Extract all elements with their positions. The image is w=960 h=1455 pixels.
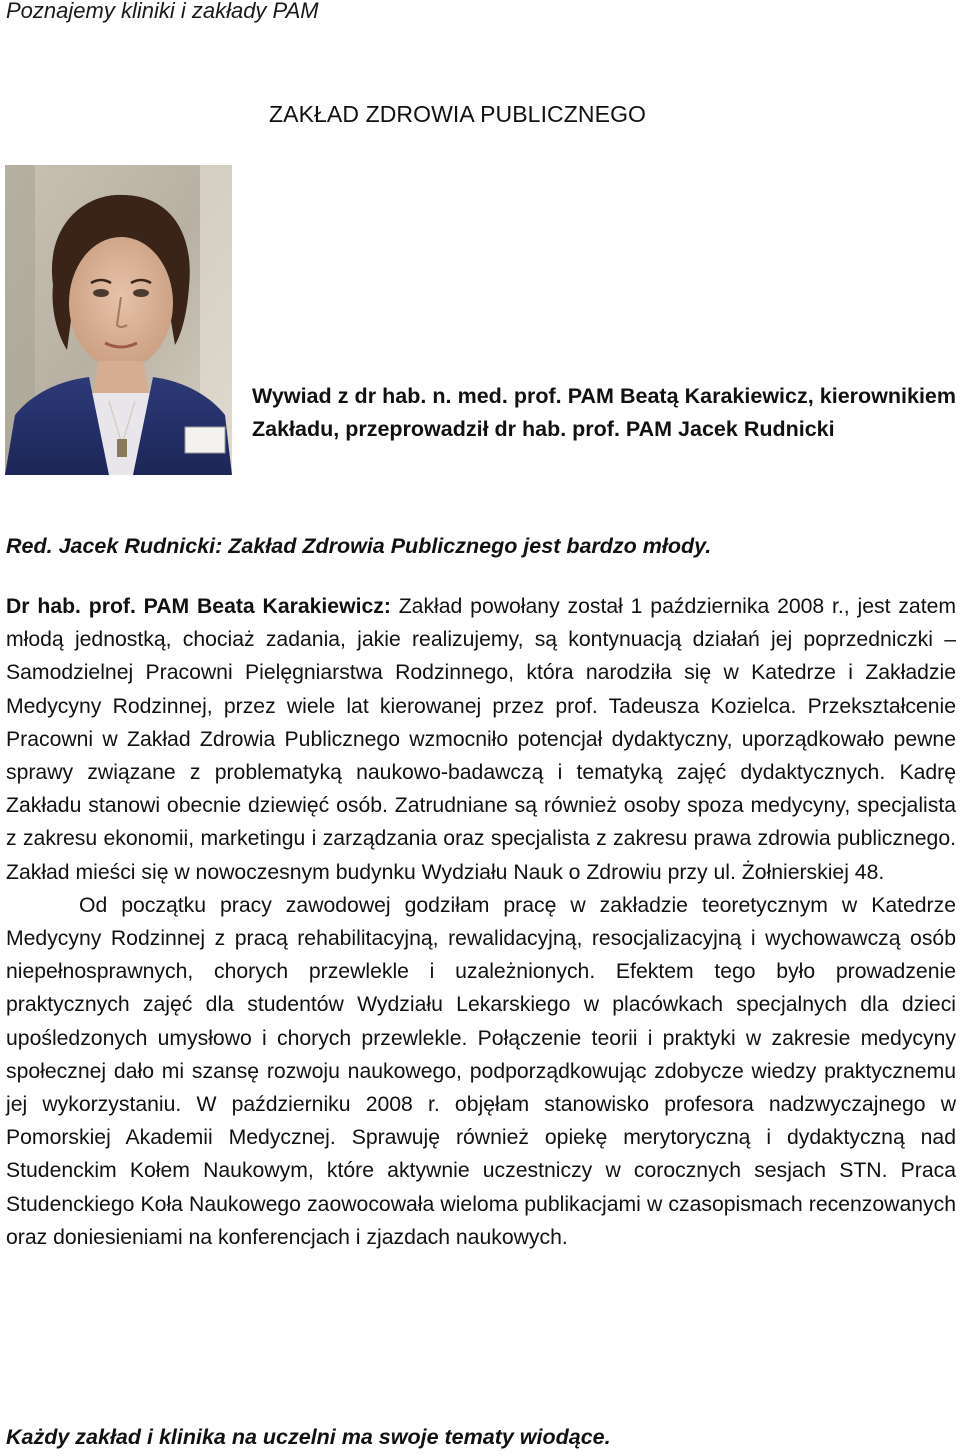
interview-intro: Wywiad z dr hab. n. med. prof. PAM Beatą Karakiewicz, kierownikiem Zakładu, przeprowadził dr hab. prof. PAM Jacek Rudnicki: [252, 384, 956, 441]
answer-paragraph-2: Od początku pracy zawodowej godziłam pracę w zakładzie teoretycznym w Katedrze Medycyny Rodzinnej z pracą rehabilitacyjną, rewalidacyjną, resocjalizacyjną i wychowawczą osób niepełnosprawnych, chorych przewlekle i uzależnionych. Efektem tego było prowadzenie praktycznych zajęć dla studentów Wydziału Lekarskiego w placówkach specjalnych dla dzieci upośledzonych umysłowo i chorych przewlekle. Połączenie teorii i praktyki w zakresie medycyny społecznej dało mi szansę rozwoju naukowego, podporządkowując zdobycze wiedzy praktycznemu jej wykorzystaniu. W październiku 2008 r. objęłam stanowisko profesora nadzwyczajnego w Pomorskiej Akademii Medycznej. Sprawuję również opiekę merytoryczną i dydaktyczną nad Studenckim Kołem Naukowym, które aktywnie uczestniczy w corocznych sesjach STN. Praca Studenckiego Koła Naukowego zaowocowała wieloma publikacjami w czasopismach recenzowanych oraz doniesieniami na konferencjach i zjazdach naukowych.: [6, 893, 956, 1249]
answer-text-1: Zakład powołany został 1 października 2008 r., jest zatem młodą jednostką, chociaż zadania, jakie realizujemy, są kontynuacją działań jej poprzedniczki – Samodzielnej Pracowni Pielęgniarstwa Rodzinnego, która narodziła się w Katedrze i Zakładzie Medycyny Rodzinnej, przez wiele lat kierowanej przez prof. Tadeusza Kozielca. Przekształcenie Pracowni w Zakład Zdrowia Publicznego wzmocniło potencjał dydaktyczny, uporządkowało pewne sprawy związane z problematyką naukowo-badawczą i tematyką zajęć dydaktycznych. Kadrę Zakładu stanowi obecnie dziewięć osób. Zatrudniane są również osoby spoza medycyny, specjalista z zakresu ekonomii, marketingu i zarządzania oraz specjalista z zakresu prawa zdrowia publicznego. Zakład mieści się w nowoczesnym budynku Wydziału Nauk o Zdrowiu przy ul. Żołnierskiej 48.: [6, 595, 957, 884]
section-header: Poznajemy kliniki i zakłady PAM: [6, 0, 319, 23]
interview-question: Red. Jacek Rudnicki: Zakład Zdrowia Publicznego jest bardzo młody.: [6, 534, 712, 558]
closing-question: Każdy zakład i klinika na uczelni ma swoje tematy wiodące.: [6, 1425, 611, 1449]
answer-speaker: Dr hab. prof. PAM Beata Karakiewicz:: [6, 595, 391, 618]
page-title: ZAKŁAD ZDROWIA PUBLICZNEGO: [269, 101, 647, 127]
answer-paragraph-1: [6, 590, 956, 889]
interview-answer: [6, 590, 956, 1254]
portrait-photo: [5, 165, 232, 475]
